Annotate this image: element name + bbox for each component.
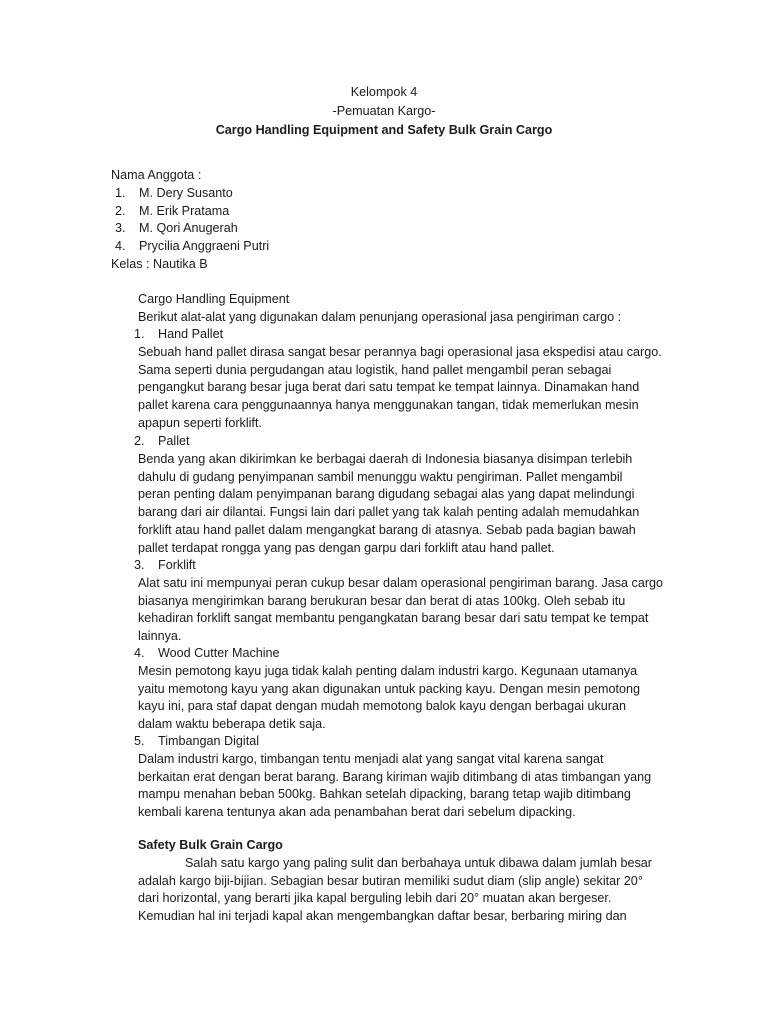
safety-paragraph	[138, 855, 652, 926]
item-description	[138, 575, 663, 646]
item-description	[138, 344, 662, 433]
item-description	[138, 451, 639, 557]
item-title: Forklift	[158, 558, 196, 572]
member-number: 2.	[115, 204, 126, 218]
member-number: 1.	[115, 186, 126, 200]
text-line: kayu ini, para staf dapat dengan mudah memotong balok kayu dengan berbagai ukuran	[138, 699, 626, 714]
item-number: 2.	[134, 434, 145, 448]
item-title: Hand Pallet	[158, 327, 224, 341]
member-name: M. Erik Pratama	[139, 204, 230, 218]
text-line: Kemudian hal ini terjadi kapal akan mengembangkan daftar besar, berbaring miring dan	[138, 909, 627, 924]
members-label: Nama Anggota :	[111, 168, 202, 182]
text-line: barang dari air dilantai. Fungsi lain dari pallet yang tak kalah penting adalah memudahkan	[138, 505, 640, 520]
text-line: Mesin pemotong kayu juga tidak kalah penting dalam industri kargo. Kegunaan utamanya	[138, 664, 638, 678]
text-line: forklift atau hand pallet dalam mengangkat barang di atasnya. Sebab pada bagian bawah	[138, 522, 636, 537]
item-number: 4.	[134, 646, 145, 660]
member-name: M. Dery Susanto	[139, 186, 233, 200]
text-line: peran penting dalam penyimpanan barang digudang sebagai alas yang dapat melindungi	[138, 487, 635, 502]
equipment-intro: Berikut alat-alat yang digunakan dalam penunjang operasional jasa pengiriman cargo :	[138, 310, 622, 324]
text-line: apapun seperti forklift.	[138, 415, 262, 430]
item-title: Wood Cutter Machine	[158, 646, 280, 660]
safety-heading: Safety Bulk Grain Cargo	[138, 838, 283, 852]
member-name: Prycilia Anggraeni Putri	[139, 239, 270, 253]
text-line: pengangkut barang besar juga berat dari satu tempat ke tempat lainnya. Dinamakan hand	[138, 380, 640, 395]
text-line: yaitu memotong kayu yang akan digunakan untuk packing kayu. Dengan mesin pemotong	[138, 681, 640, 696]
item-title: Pallet	[158, 434, 190, 448]
text-line: adalah kargo biji-bijian. Sebagian besar butiran memiliki sudut diam (slip angle) sekitar 20°	[138, 873, 643, 888]
class-line: Kelas : Nautika B	[111, 257, 208, 271]
text-line: kehadiran forklift sangat membantu pengangkatan barang besar dari satu tempat ke tempat	[138, 611, 649, 626]
text-line: Alat satu ini mempunyai peran cukup besar dalam operasional pengiriman barang. Jasa cargo	[138, 576, 664, 590]
member-name: M. Qori Anugerah	[139, 221, 238, 235]
text-line: dari horizontal, yang berarti jika kapal berguling lebih dari 20° muatan akan bergeser.	[138, 891, 612, 906]
text-line: dalam waktu beberapa detik saja.	[138, 717, 326, 732]
item-number: 1.	[134, 327, 145, 341]
item-number: 3.	[134, 558, 145, 572]
document-subtitle: -Pemuatan Kargo-	[332, 104, 436, 118]
member-number: 3.	[115, 221, 126, 235]
item-title: Timbangan Digital	[158, 734, 260, 748]
item-number: 5.	[134, 734, 145, 748]
text-line: kembali karena tentunya akan ada penambahan berat dari sebelum dipacking.	[138, 805, 576, 820]
text-line: berkaitan erat dengan berat barang. Barang kiriman wajib ditimbang di atas timbangan yang	[138, 769, 652, 784]
equipment-heading: Cargo Handling Equipment	[138, 292, 290, 306]
item-description	[138, 663, 640, 734]
text-line: Dalam industri kargo, timbangan tentu menjadi alat yang sangat vital karena sangat	[138, 752, 604, 766]
text-line: Benda yang akan dikirimkan ke berbagai daerah di Indonesia biasanya disimpan terlebih	[138, 452, 633, 466]
item-description	[138, 751, 651, 822]
text-line: pallet terdapat rongga yang pas dengan garpu dari forklift atau hand pallet.	[138, 540, 555, 555]
text-line: lainnya.	[138, 629, 182, 644]
text-line: Salah satu kargo yang paling sulit dan berbahaya untuk dibawa dalam jumlah besar	[185, 856, 652, 870]
text-line: Sama seperti dunia pergudangan atau logistik, hand pallet mengambil peran sebagai	[138, 362, 612, 377]
text-line: dahulu di gudang penyimpanan sambil menunggu waktu pengiriman. Pallet mengambil	[138, 469, 623, 484]
text-line: biasanya mengirimkan barang berukuran besar dan berat di atas 100kg. Oleh sebab itu	[138, 593, 626, 608]
text-line: mampu menahan beban 500kg. Bahkan setelah dipacking, barang tetap wajib ditimbang	[138, 787, 631, 802]
member-number: 4.	[115, 239, 126, 253]
text-line: Sebuah hand pallet dirasa sangat besar perannya bagi operasional jasa ekspedisi atau cargo.	[138, 345, 662, 359]
text-line: pallet karena cara penggunaannya hanya menggunakan tangan, tidak memerlukan mesin	[138, 398, 639, 413]
group-label: Kelompok 4	[350, 85, 418, 99]
document-title: Cargo Handling Equipment and Safety Bulk Grain Cargo	[215, 123, 553, 137]
